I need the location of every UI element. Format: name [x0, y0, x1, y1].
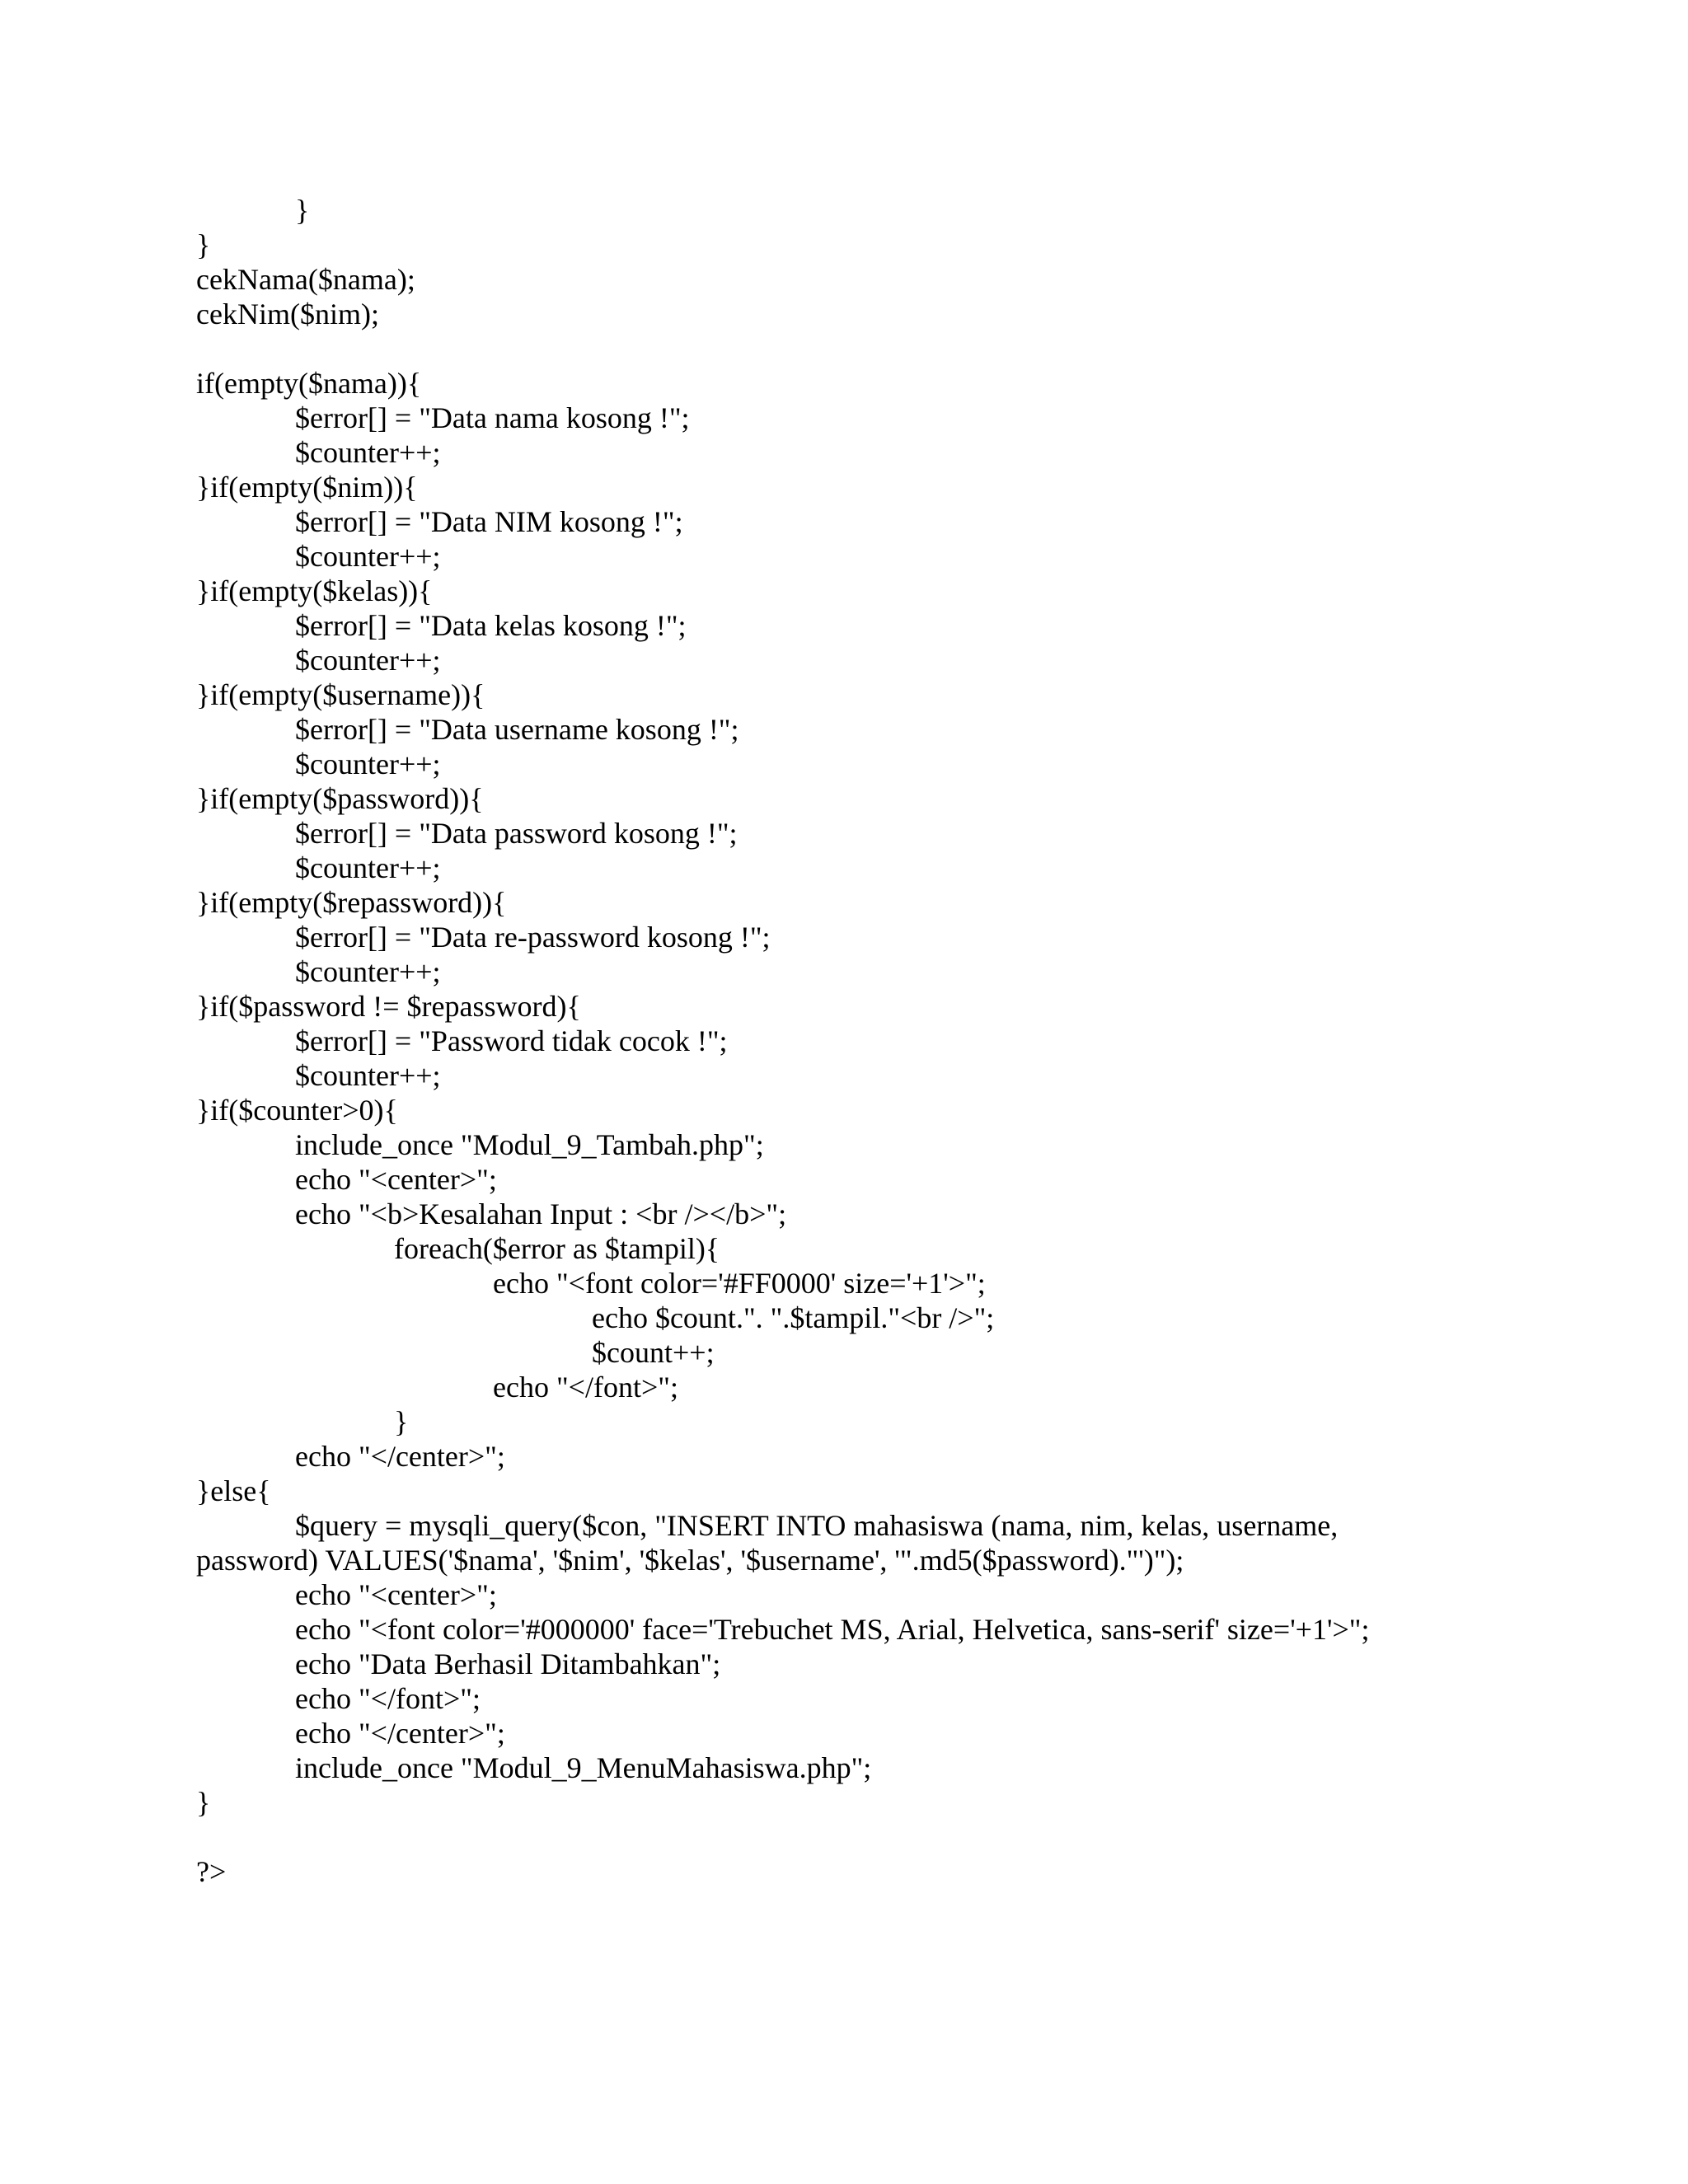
code-line: echo $count.". ".$tampil."<br />";: [592, 1301, 995, 1334]
code-line: $counter++;: [295, 540, 441, 573]
code-line: $counter++;: [295, 1059, 441, 1092]
code-line: echo "<center>";: [295, 1578, 497, 1611]
code-line: include_once "Modul_9_Tambah.php";: [295, 1128, 764, 1161]
code-line: ?>: [196, 1855, 227, 1888]
code-line: foreach($error as $tampil){: [394, 1232, 720, 1265]
code-line: }if($counter>0){: [196, 1094, 398, 1127]
code-line: $error[] = "Data NIM kosong !";: [295, 505, 683, 538]
code-line: echo "</font>";: [295, 1682, 481, 1715]
code-line: }if(empty($username)){: [196, 678, 485, 711]
code-line: }if(empty($repassword)){: [196, 886, 507, 919]
code-line: echo "</center>";: [295, 1440, 505, 1473]
code-line: [196, 1820, 1663, 1854]
code-line: echo "<b>Kesalahan Input : <br /></b>";: [295, 1197, 787, 1230]
code-line: $count++;: [592, 1336, 715, 1369]
code-line: if(empty($nama)){: [196, 367, 422, 400]
code-line: echo "<font color='#000000' face='Trebuchet MS, Arial, Helvetica, sans-serif' size='+1'>";: [295, 1613, 1370, 1646]
code-line: $error[] = "Data re-password kosong !";: [295, 921, 771, 954]
code-line: }: [394, 1405, 409, 1438]
code-line: echo "</center>";: [295, 1717, 505, 1750]
code-line: $counter++;: [295, 748, 441, 780]
code-line: $error[] = "Data nama kosong !";: [295, 401, 690, 434]
code-line: $counter++;: [295, 436, 441, 469]
code-line: }else{: [196, 1474, 271, 1507]
code-line: $counter++;: [295, 955, 441, 988]
code-line: }: [196, 228, 211, 261]
code-line: $query = mysqli_query($con, "INSERT INTO mahasiswa (nama, nim, kelas, username,: [295, 1509, 1339, 1542]
code-line: }if(empty($kelas)){: [196, 574, 433, 607]
code-line: cekNim($nim);: [196, 298, 379, 330]
code-line: password) VALUES('$nama', '$nim', '$kelas', '$username', '".md5($password)."')");: [196, 1544, 1184, 1577]
code-line: }if(empty($nim)){: [196, 471, 418, 504]
code-line: $error[] = "Data kelas kosong !";: [295, 609, 687, 642]
code-line: echo "<center>";: [295, 1163, 497, 1196]
code-line: cekNama($nama);: [196, 263, 415, 296]
code-line: }: [196, 1786, 211, 1819]
code-line: $counter++;: [295, 644, 441, 677]
code-line: echo "Data Berhasil Ditambahkan";: [295, 1647, 721, 1680]
code-line: echo "<font color='#FF0000' size='+1'>";: [493, 1267, 986, 1300]
code-line: $error[] = "Data password kosong !";: [295, 817, 738, 850]
code-line: $error[] = "Data username kosong !";: [295, 713, 739, 746]
code-line: echo "</font>";: [493, 1371, 678, 1404]
code-line: }if(empty($password)){: [196, 782, 484, 815]
code-line: $error[] = "Password tidak cocok !";: [295, 1024, 728, 1057]
code-line: include_once "Modul_9_MenuMahasiswa.php";: [295, 1751, 872, 1784]
code-line: }: [295, 194, 310, 227]
code-line: }if($password != $repassword){: [196, 990, 581, 1023]
code-line: $counter++;: [295, 851, 441, 884]
code-listing: [196, 193, 1663, 1889]
code-line: [196, 331, 1663, 366]
